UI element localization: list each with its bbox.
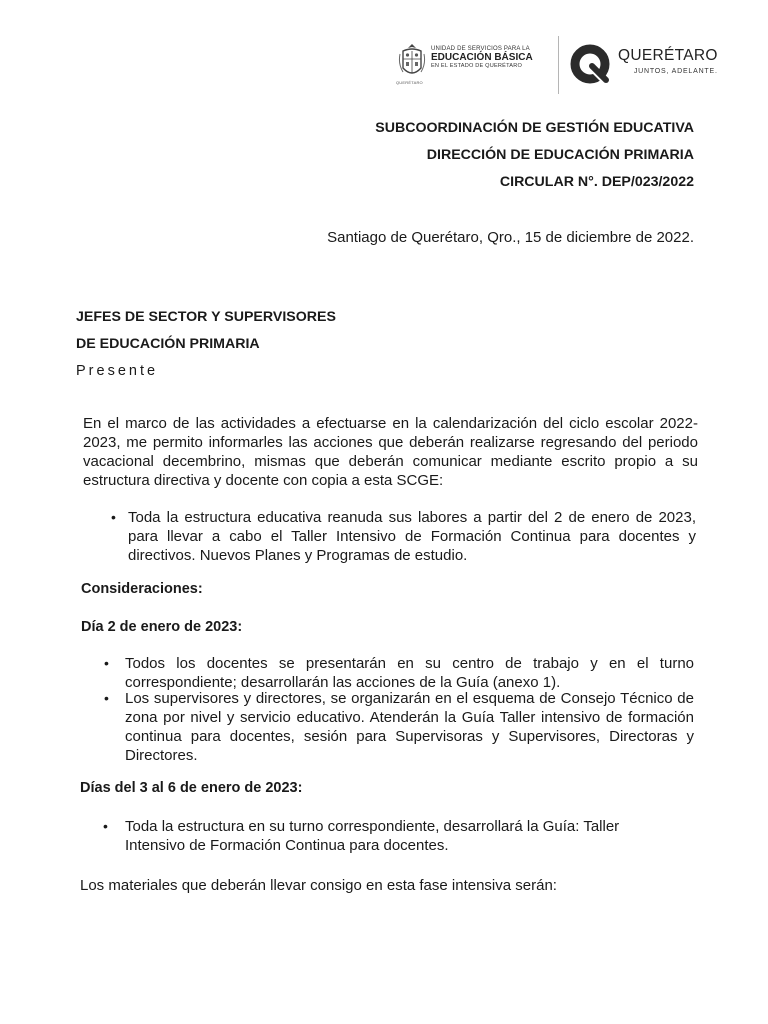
- considerations-heading: Consideraciones:: [81, 581, 203, 597]
- brand-slogan: JUNTOS, ADELANTE.: [633, 67, 718, 75]
- addressee-line-1: JEFES DE SECTOR Y SUPERVISORES: [76, 309, 336, 325]
- heading-circular-number: CIRCULAR N°. DEP/023/2022: [499, 174, 694, 190]
- day2-bullet-teachers: Todos los docentes se presentarán en su centro de trabajo y en el turno correspondiente; desarrollarán las acciones de la Guía (anexo 1).: [125, 655, 694, 691]
- materials-paragraph: Los materiales que deberán llevar consigo en esta fase intensiva serán:: [80, 877, 557, 894]
- days3to6-bullet-structure: Toda la estructura en su turno correspondiente, desarrollará la Guía: Taller Intensivo de Formación Continua para docentes.: [125, 818, 620, 854]
- day2-bullet-supervisors: Los supervisores y directores, se organizarán en el esquema de Consejo Técnico de zona por nivel y servicio educativo. Atenderán la Guía Taller intensivo de formación continua para docentes, sesión para Supervisoras y Supervisores, Directoras y Directores.: [125, 690, 694, 764]
- days3to6-heading: Días del 3 al 6 de enero de 2023:: [80, 780, 303, 796]
- bullet-glyph: •: [111, 509, 116, 525]
- heading-direction: DIRECCIÓN DE EDUCACIÓN PRIMARIA: [426, 147, 694, 163]
- seal-caption: QUERÉTARO: [396, 80, 423, 85]
- addressee-line-2: DE EDUCACIÓN PRIMARIA: [76, 336, 260, 352]
- queretaro-q-logo-icon: [570, 44, 610, 84]
- presente-label: Presente: [76, 363, 159, 379]
- header-divider: [558, 36, 559, 94]
- bullet-glyph: •: [104, 690, 109, 706]
- unit-line-3: EN EL ESTADO DE QUERÉTARO: [431, 63, 522, 69]
- bullet-glyph: •: [103, 818, 108, 834]
- brand-name: QUERÉTARO: [618, 47, 718, 64]
- date-line: Santiago de Querétaro, Qro., 15 de diciembre de 2022.: [327, 229, 694, 246]
- unit-line-1: UNIDAD DE SERVICIOS PARA LA: [431, 46, 530, 52]
- letterhead: [394, 36, 734, 96]
- unit-line-2: EDUCACIÓN BÁSICA: [431, 52, 533, 63]
- intro-paragraph: En el marco de las actividades a efectuarse en la calendarización del ciclo escolar 2022-2023, me permito informarles las acciones que deberán realizarse regresando del periodo vacacional decembrino, mismas que deberán comunicar mediante escrito propio a su estructura directiva y docente con copia a esta SCGE:: [83, 415, 698, 489]
- bullet-resume-work: Toda la estructura educativa reanuda sus labores a partir del 2 de enero de 2023, para llevar a cabo el Taller Intensivo de Formación Continua para docentes y directivos. Nuevos Planes y Programas de estudio.: [128, 509, 696, 564]
- heading-subcoordination: SUBCOORDINACIÓN DE GESTIÓN EDUCATIVA: [375, 120, 694, 136]
- queretaro-wordmark: [618, 48, 718, 75]
- usebeq-wordmark: [431, 46, 533, 70]
- day2-heading: Día 2 de enero de 2023:: [81, 619, 243, 635]
- bullet-glyph: •: [104, 655, 109, 671]
